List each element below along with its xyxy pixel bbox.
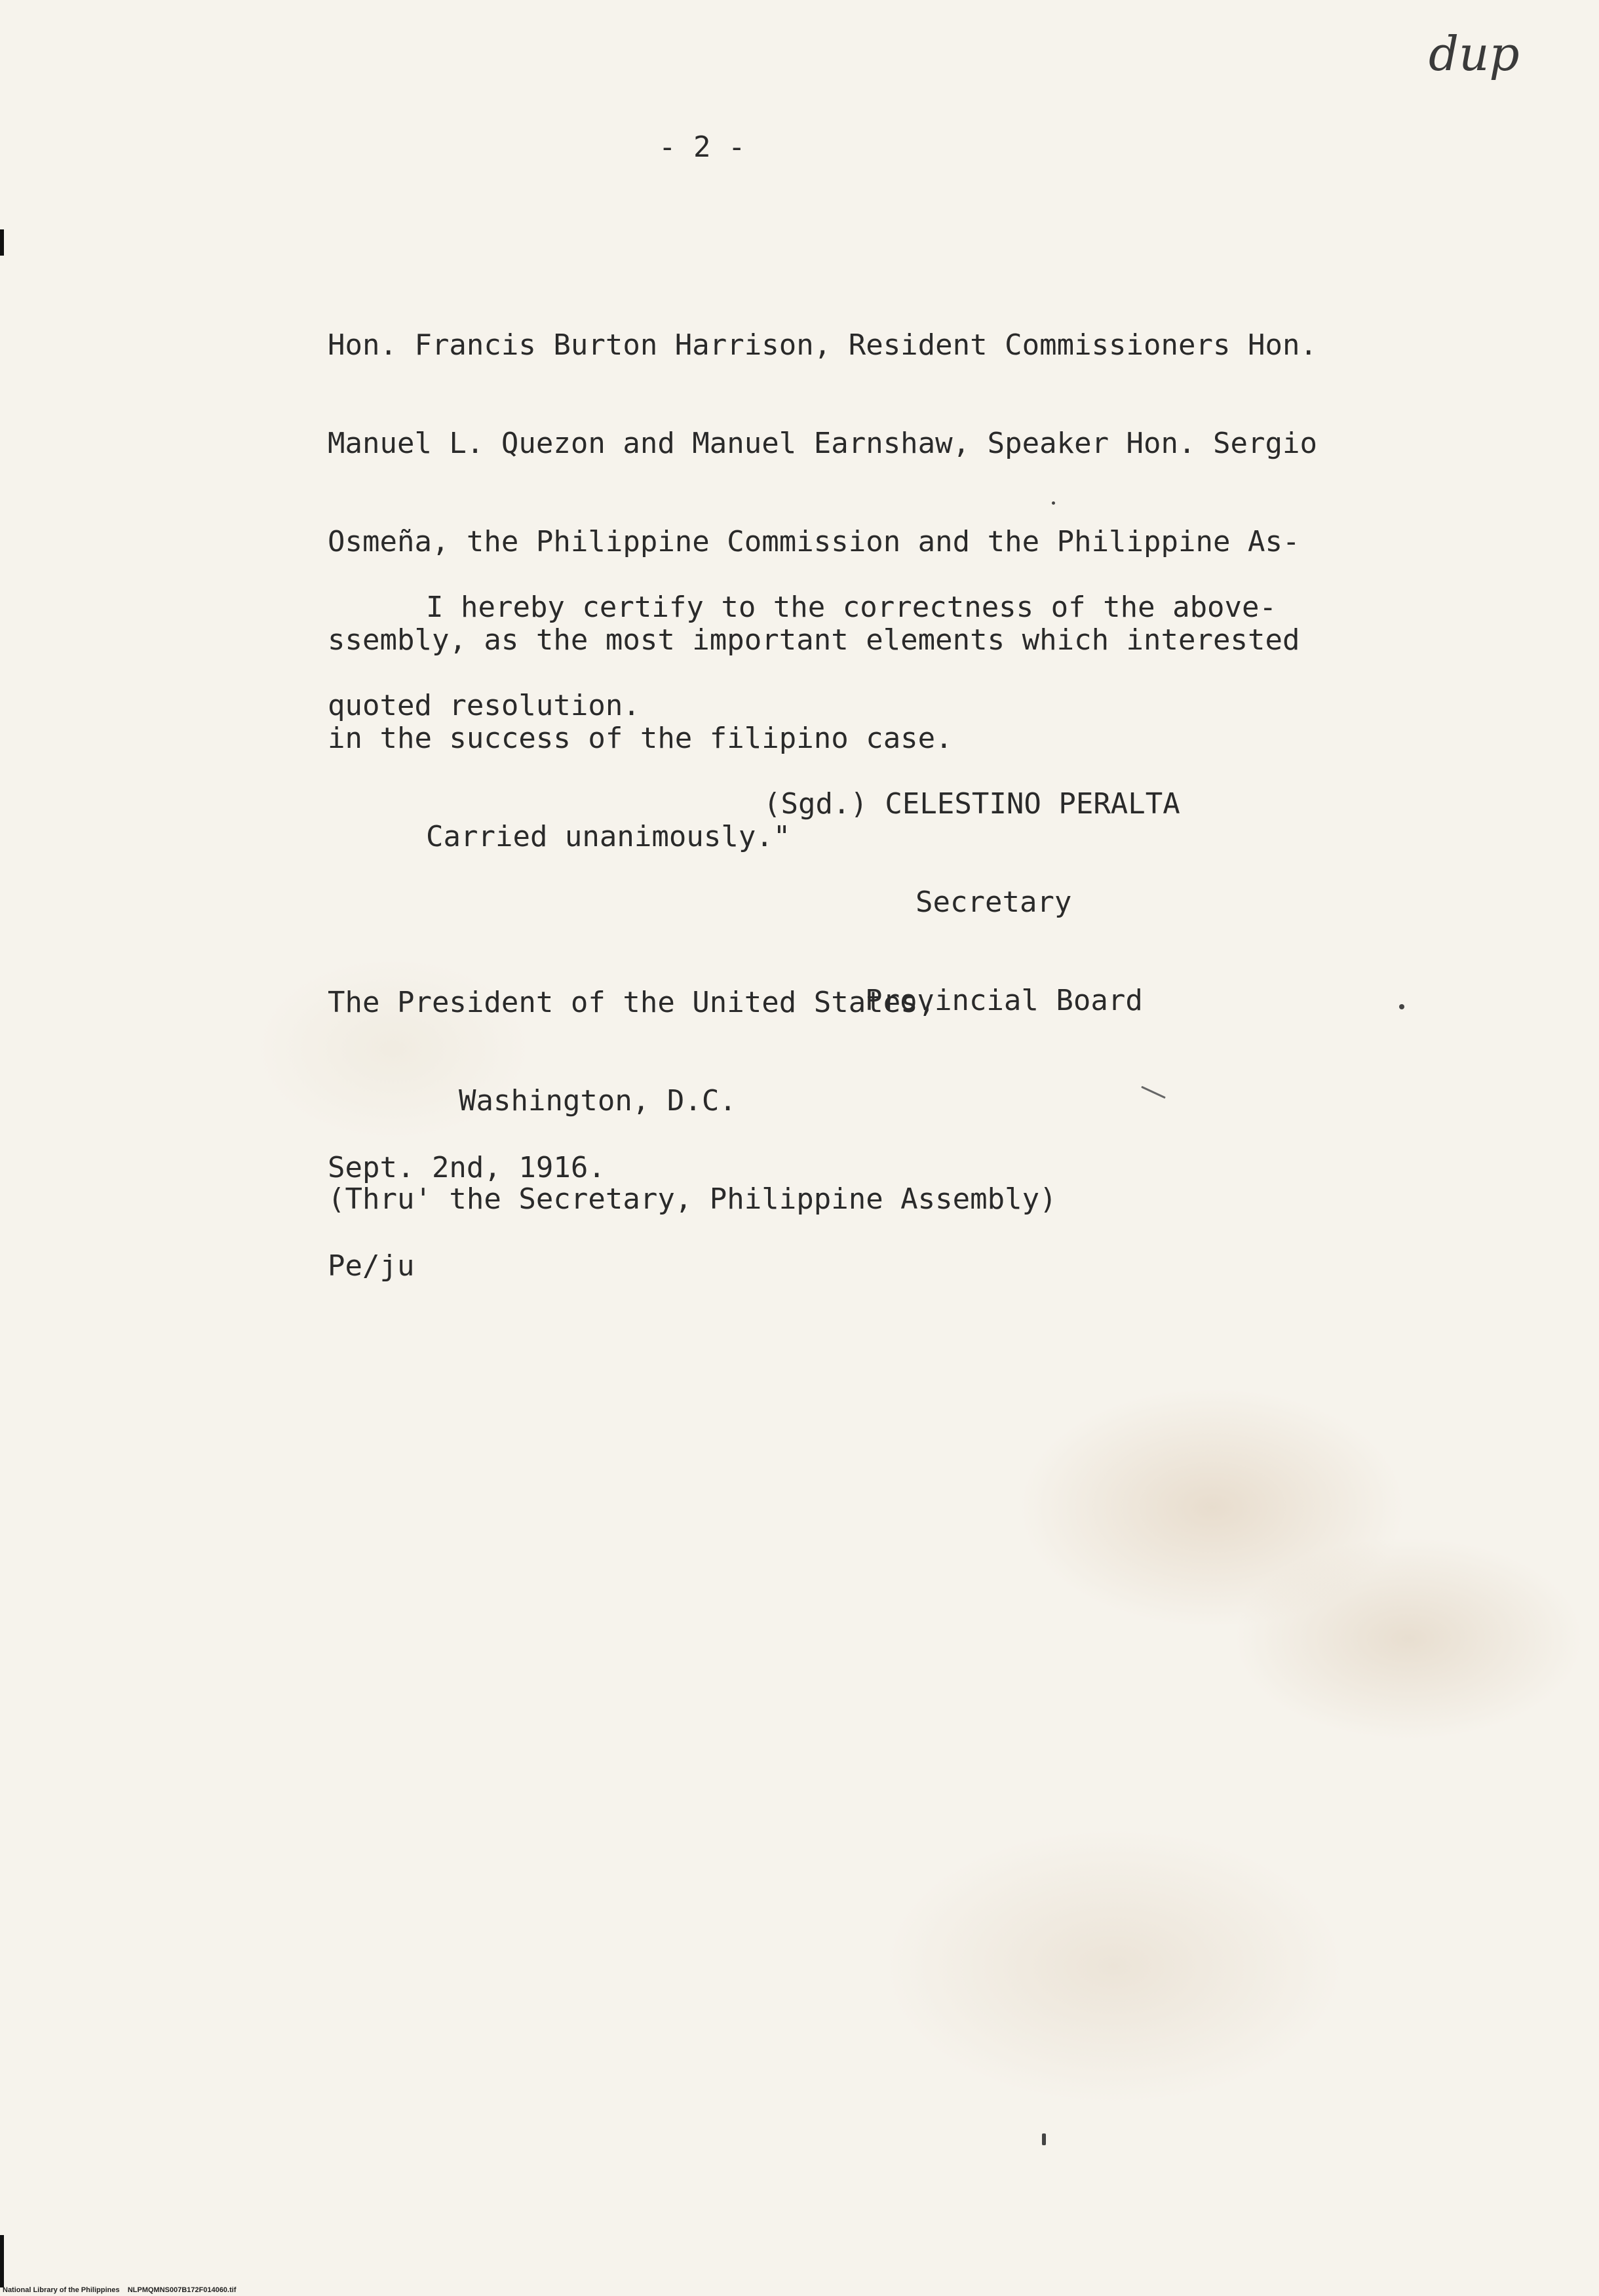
body-line: ssembly, as the most important elements which interested (328, 623, 1300, 657)
typist-initials: Pe/ju (328, 1249, 415, 1283)
address-line: (Thru' the Secretary, Philippine Assembly) (328, 1182, 1057, 1216)
scan-edge-mark (0, 2235, 4, 2287)
date-block (328, 1086, 606, 1348)
paper-speck (1042, 2133, 1046, 2145)
body-line: Manuel L. Quezon and Manuel Earnshaw, Speaker Hon. Sergio (328, 427, 1317, 460)
certify-line: I hereby certify to the correctness of the above- (426, 591, 1277, 624)
carried-line: Carried unanimously." (426, 820, 791, 853)
address-line: Washington, D.C. (459, 1084, 737, 1118)
body-line: in the success of the filipino case. (328, 722, 953, 755)
body-line: Osmeña, the Philippine Commission and the Philippine As- (328, 525, 1300, 558)
page-number: - 2 - (659, 130, 746, 164)
paper-speck (1399, 1004, 1404, 1009)
archive-caption: National Library of the Philippines NLPMQMNS007B172F014060.tif (3, 2286, 237, 2294)
paper-speck (1141, 1086, 1166, 1099)
body-line: Hon. Francis Burton Harrison, Resident Commissioners Hon. (328, 328, 1317, 362)
signature-office: Provincial Board (865, 984, 1143, 1017)
signature-title: Secretary (915, 885, 1072, 919)
certify-line: quoted resolution. (328, 689, 640, 722)
paper-speck (1052, 501, 1055, 505)
scan-edge-mark (0, 229, 4, 256)
signature-name: (Sgd.) CELESTINO PERALTA (763, 787, 1180, 821)
handwritten-note: dup (1429, 26, 1520, 81)
document-date: Sept. 2nd, 1916. (328, 1151, 606, 1184)
address-line: The President of the United States, (328, 986, 936, 1019)
